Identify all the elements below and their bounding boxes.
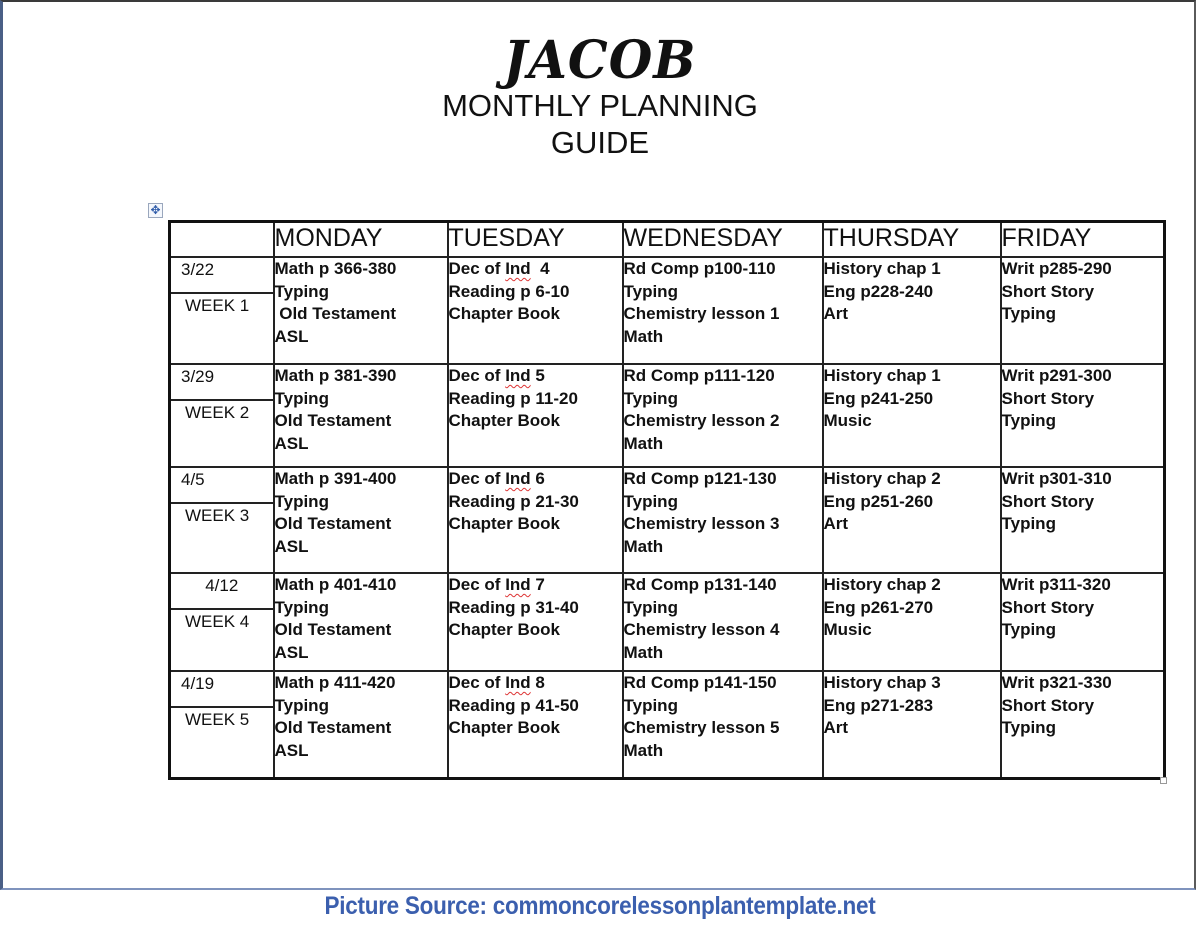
entry-cell-wednesday[interactable] xyxy=(623,364,823,467)
header-thursday: THURSDAY xyxy=(823,222,1001,258)
entry-cell-wednesday[interactable] xyxy=(623,467,823,573)
entry-line: Typing xyxy=(274,695,329,715)
entry-cell-thursday[interactable] xyxy=(823,467,1001,573)
entry-line: Typing xyxy=(623,281,678,301)
entry-line: Rd Comp p141-150 xyxy=(623,673,777,692)
entry-line: Dec of Ind 5 xyxy=(448,366,545,385)
entry-line: Reading p 31-40 xyxy=(448,597,579,617)
entry-line: Typing xyxy=(274,597,329,617)
entry-line: Short Story xyxy=(1001,491,1095,511)
entry-line: Old Testament xyxy=(274,514,392,533)
entry-line: Music xyxy=(823,411,872,430)
entry-cell-tuesday[interactable] xyxy=(448,364,623,467)
entry-line: Reading p 41-50 xyxy=(448,695,579,715)
entry-line: Math p 381-390 xyxy=(274,366,397,385)
entry-line: Art xyxy=(823,718,849,737)
entry-line: Math xyxy=(623,536,664,556)
entry-cell-friday[interactable] xyxy=(1001,257,1165,364)
entry-line: Short Story xyxy=(1001,281,1095,301)
entry-line: Chapter Book xyxy=(448,514,560,533)
entry-line: History chap 1 xyxy=(823,366,941,385)
entry-line: Dec of Ind 6 xyxy=(448,469,545,488)
entry-line: Math xyxy=(623,642,664,662)
spellcheck-underline: Ind xyxy=(505,575,531,594)
entry-line: Math xyxy=(623,326,664,346)
entry-line: Math p 411-420 xyxy=(274,673,396,692)
entry-line: Eng p251-260 xyxy=(823,491,934,511)
entry-cell-friday[interactable] xyxy=(1001,573,1165,671)
entry-line: Eng p241-250 xyxy=(823,388,934,408)
entry-line: Old Testament xyxy=(274,718,392,737)
week-row xyxy=(170,671,1165,778)
document-name: JACOB xyxy=(503,28,697,91)
entry-line: Reading p 6-10 xyxy=(448,281,570,301)
entry-line: Typing xyxy=(623,695,678,715)
entry-cell-thursday[interactable] xyxy=(823,364,1001,467)
entry-line: Chapter Book xyxy=(448,411,560,430)
week-label: WEEK 1 xyxy=(185,296,250,315)
entry-line: Rd Comp p121-130 xyxy=(623,469,777,488)
entry-cell-monday[interactable] xyxy=(274,364,448,467)
entry-cell-wednesday[interactable] xyxy=(623,671,823,778)
entry-line: Rd Comp p100-110 xyxy=(623,259,776,278)
entry-line: Typing xyxy=(1001,718,1056,737)
entry-line: Writ p321-330 xyxy=(1001,673,1112,692)
entry-line: Typing xyxy=(1001,411,1056,430)
entry-line: Dec of Ind 7 xyxy=(448,575,545,594)
entry-line: Art xyxy=(823,304,849,323)
entry-line: Reading p 11-20 xyxy=(448,388,578,408)
spellcheck-underline: Ind xyxy=(505,259,531,278)
entry-line: Chapter Book xyxy=(448,304,560,323)
week-date: 4/19 xyxy=(171,672,273,708)
entry-line: Writ p301-310 xyxy=(1001,469,1112,488)
entry-cell-monday[interactable] xyxy=(274,467,448,573)
entry-line: Dec of Ind 8 xyxy=(448,673,545,692)
entry-line: Typing xyxy=(1001,304,1056,323)
entry-cell-monday[interactable] xyxy=(274,573,448,671)
week-label: WEEK 5 xyxy=(185,710,250,729)
entry-line: Old Testament xyxy=(274,304,397,323)
entry-line: Eng p261-270 xyxy=(823,597,934,617)
entry-line: Chemistry lesson 4 xyxy=(623,620,780,639)
entry-line: Typing xyxy=(274,388,329,408)
entry-cell-friday[interactable] xyxy=(1001,364,1165,467)
entry-line: Typing xyxy=(623,388,678,408)
entry-line: Chemistry lesson 2 xyxy=(623,411,780,430)
entry-line: Typing xyxy=(623,491,678,511)
entry-line: ASL xyxy=(274,433,309,453)
header-monday: MONDAY xyxy=(274,222,448,258)
header-blank xyxy=(170,222,274,258)
entry-line: Math p 366-380 xyxy=(274,259,397,278)
entry-cell-monday[interactable] xyxy=(274,257,448,364)
entry-cell-thursday[interactable] xyxy=(823,573,1001,671)
spellcheck-underline: Ind xyxy=(505,673,531,692)
entry-line: Math p 391-400 xyxy=(274,469,397,488)
entry-line: Chemistry lesson 1 xyxy=(623,304,780,323)
entry-cell-monday[interactable] xyxy=(274,671,448,778)
week-date: 4/12 xyxy=(171,574,273,610)
document-title-line-1: MONTHLY PLANNING xyxy=(442,88,758,123)
table-move-handle-icon[interactable]: ✥ xyxy=(148,203,163,218)
entry-line: Typing xyxy=(274,281,329,301)
entry-line: Chemistry lesson 3 xyxy=(623,514,780,533)
entry-line: Short Story xyxy=(1001,597,1095,617)
entry-line: ASL xyxy=(274,536,309,556)
entry-line: Math p 401-410 xyxy=(274,575,397,594)
entry-line: Short Story xyxy=(1001,695,1095,715)
document-title-line-2: GUIDE xyxy=(550,125,650,160)
week-cell xyxy=(170,573,274,671)
entry-line: Typing xyxy=(1001,620,1056,639)
week-label: WEEK 3 xyxy=(185,506,250,525)
entry-line: Math xyxy=(623,740,664,760)
week-row xyxy=(170,364,1165,467)
entry-cell-tuesday[interactable] xyxy=(448,573,623,671)
entry-line: ASL xyxy=(274,326,309,346)
planning-table xyxy=(168,220,1166,780)
entry-line: History chap 2 xyxy=(823,469,941,488)
week-row xyxy=(170,573,1165,671)
entry-line: History chap 3 xyxy=(823,673,941,692)
spellcheck-underline: Ind xyxy=(505,469,531,488)
entry-line: Dec of Ind 4 xyxy=(448,259,550,278)
entry-line: Math xyxy=(623,433,664,453)
spellcheck-underline: Ind xyxy=(505,366,531,385)
entry-line: Eng p271-283 xyxy=(823,695,934,715)
week-row xyxy=(170,467,1165,573)
header-friday: FRIDAY xyxy=(1001,222,1165,258)
entry-cell-tuesday[interactable] xyxy=(448,671,623,778)
week-cell xyxy=(170,671,274,778)
header-tuesday: TUESDAY xyxy=(448,222,623,258)
entry-line: Music xyxy=(823,620,872,639)
entry-line: Old Testament xyxy=(274,411,392,430)
table-resize-handle-icon[interactable] xyxy=(1160,777,1167,784)
week-cell xyxy=(170,364,274,467)
picture-source-caption: Picture Source: commoncorelessonplantemplate.net xyxy=(324,892,876,920)
entry-line: History chap 2 xyxy=(823,575,941,594)
week-date: 3/29 xyxy=(171,365,273,401)
entry-cell-friday[interactable] xyxy=(1001,467,1165,573)
week-cell xyxy=(170,467,274,573)
entry-cell-wednesday[interactable] xyxy=(623,573,823,671)
entry-line: Typing xyxy=(623,597,678,617)
entry-line: Typing xyxy=(274,491,329,511)
header-row xyxy=(170,222,1165,258)
entry-cell-thursday[interactable] xyxy=(823,671,1001,778)
entry-line: Reading p 21-30 xyxy=(448,491,579,511)
entry-cell-wednesday[interactable] xyxy=(623,257,823,364)
week-date: 3/22 xyxy=(171,258,273,294)
week-label: WEEK 4 xyxy=(185,612,250,631)
week-label: WEEK 2 xyxy=(185,403,250,422)
entry-line: History chap 1 xyxy=(823,259,941,278)
entry-line: Rd Comp p111-120 xyxy=(623,366,775,385)
entry-line: Writ p291-300 xyxy=(1001,366,1112,385)
entry-line: Art xyxy=(823,514,849,533)
week-cell xyxy=(170,257,274,364)
entry-cell-thursday[interactable] xyxy=(823,257,1001,364)
entry-line: Old Testament xyxy=(274,620,392,639)
entry-line: Chapter Book xyxy=(448,620,560,639)
entry-line: Typing xyxy=(1001,514,1056,533)
entry-line: Rd Comp p131-140 xyxy=(623,575,777,594)
week-date: 4/5 xyxy=(171,468,273,504)
entry-line: Short Story xyxy=(1001,388,1095,408)
week-row xyxy=(170,257,1165,364)
entry-cell-tuesday[interactable] xyxy=(448,467,623,573)
entry-line: ASL xyxy=(274,642,309,662)
entry-line: Eng p228-240 xyxy=(823,281,934,301)
entry-line: ASL xyxy=(274,740,309,760)
entry-cell-tuesday[interactable] xyxy=(448,257,623,364)
entry-line: Writ p311-320 xyxy=(1001,575,1111,594)
entry-cell-friday[interactable] xyxy=(1001,671,1165,778)
entry-line: Chemistry lesson 5 xyxy=(623,718,780,737)
entry-line: Writ p285-290 xyxy=(1001,259,1112,278)
header-wednesday: WEDNESDAY xyxy=(623,222,823,258)
entry-line: Chapter Book xyxy=(448,718,560,737)
